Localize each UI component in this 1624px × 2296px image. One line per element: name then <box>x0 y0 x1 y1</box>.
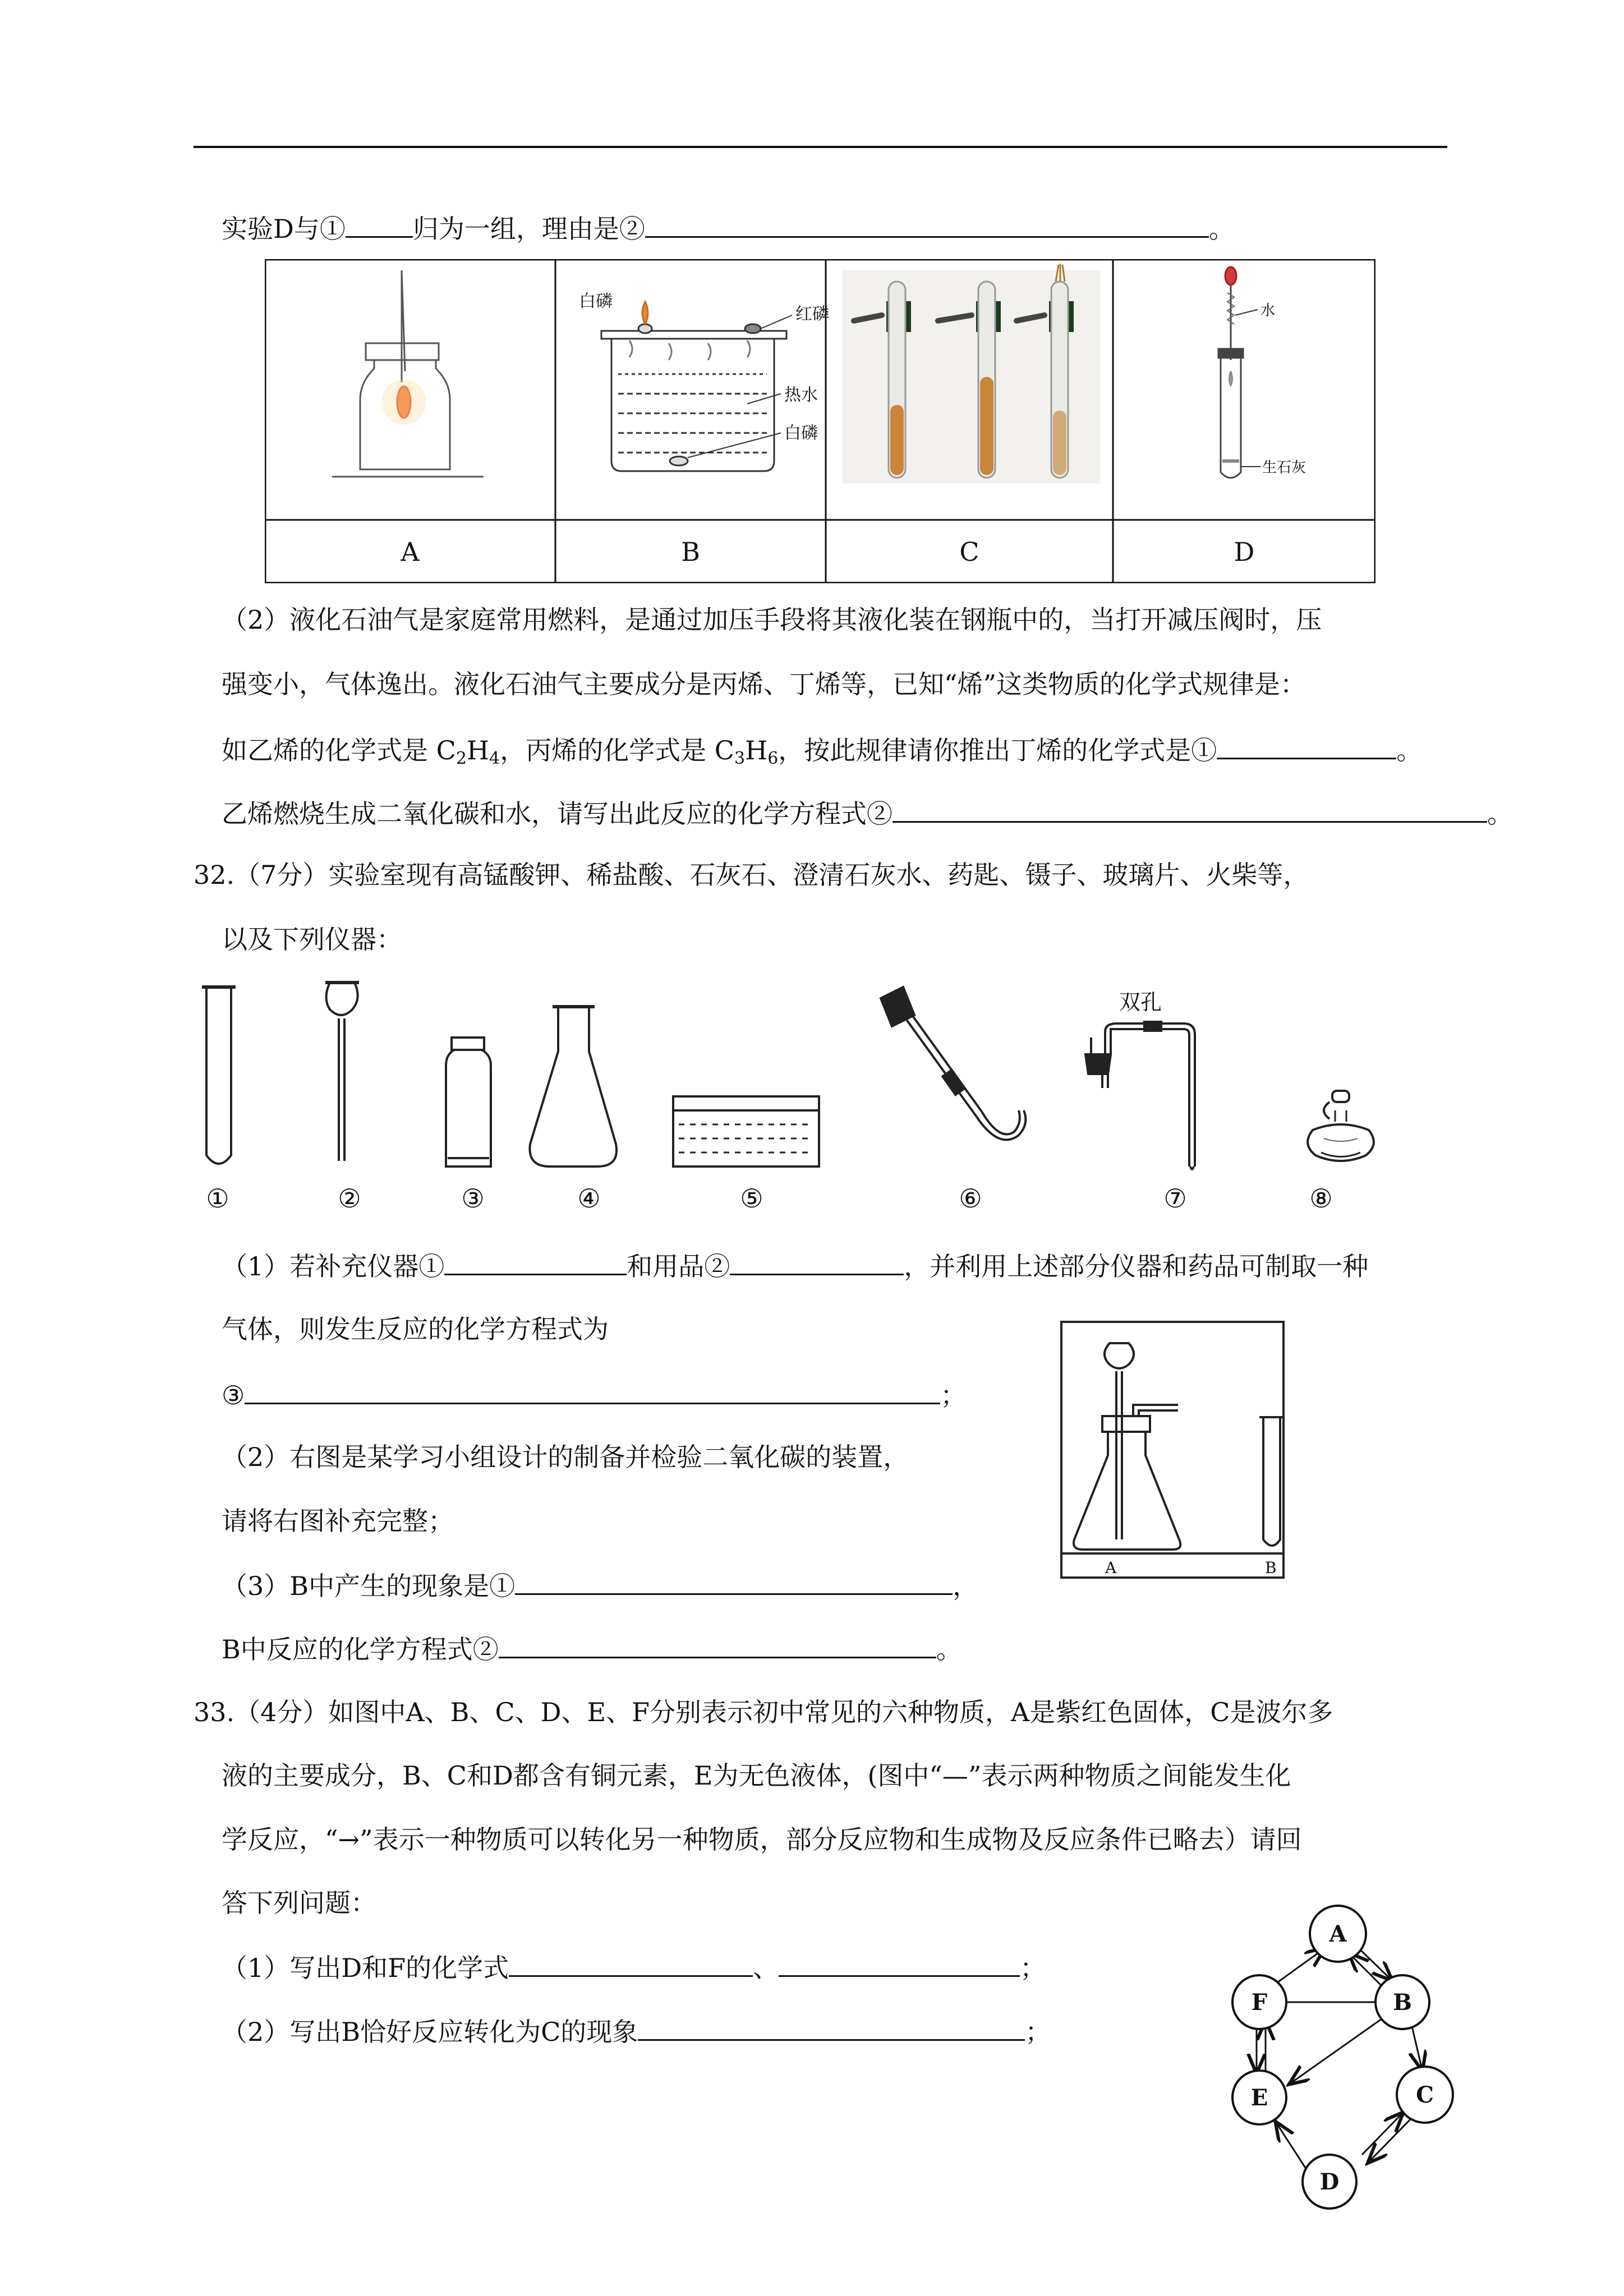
line-text: 、 <box>753 1953 779 1983</box>
apparatus-water-trough <box>673 1096 819 1167</box>
formula-text: ，按此规律请你推出丁烯的化学式是① <box>778 735 1217 766</box>
q33-stem-line2: 液的主要成分，B、C和D都含有铜元素，E为无色液体，(图中“—”表示两种物质之间能发生化 <box>222 1760 1291 1791</box>
line-text: ； <box>1025 2017 1051 2047</box>
q33-stem-line4: 答下列问题： <box>222 1888 376 1918</box>
answer-blank[interactable] <box>892 795 1487 823</box>
answer-blank[interactable] <box>730 1248 904 1275</box>
line-text: ③ <box>222 1380 245 1410</box>
q32-part1-line1 <box>222 1248 1368 1283</box>
apparatus-number-6: ⑥ <box>959 1183 982 1214</box>
answer-blank[interactable] <box>346 210 413 238</box>
apparatus-number-4: ④ <box>577 1183 601 1214</box>
q32-part2-line1: （2）右图是某学习小组设计的制备并检验二氧化碳的装置， <box>222 1442 909 1472</box>
fig-label-b: B <box>1265 1559 1277 1577</box>
experiment-a-figure <box>332 270 484 477</box>
node-label-f: F <box>1251 1989 1268 2016</box>
q31-line1-mid: 归为一组，理由是② <box>412 214 645 244</box>
line-text: （3）B中产生的现象是① <box>222 1571 516 1601</box>
apparatus-delivery-tube <box>881 987 1025 1140</box>
subscript: 6 <box>767 749 779 768</box>
header-rule <box>194 146 1447 148</box>
label-water: 水 <box>1260 302 1276 319</box>
subscript: 3 <box>734 749 746 768</box>
q32-stem-line1: 32.（7分）实验室现有高锰酸钾、稀盐酸、石灰石、澄清石灰水、药匙、镊子、玻璃片、火柴等， <box>194 860 1309 890</box>
answer-blank[interactable] <box>638 2013 1025 2041</box>
experiment-d-figure <box>1218 267 1260 478</box>
subscript: 4 <box>489 749 500 768</box>
apparatus-number-5: ⑤ <box>740 1183 763 1214</box>
apparatus-number-1: ① <box>206 1183 229 1214</box>
formula-text: H <box>745 735 768 766</box>
answer-blank[interactable] <box>499 1631 936 1658</box>
q32-part3-line1 <box>222 1567 978 1603</box>
line-text: 。 <box>936 1634 962 1665</box>
q32-part1-line3 <box>222 1377 966 1412</box>
node-label-b: B <box>1393 1989 1412 2016</box>
co2-apparatus-figure <box>1060 1321 1285 1579</box>
label-white-phosphorus-bottom: 白磷 <box>784 423 818 443</box>
apparatus-number-7: ⑦ <box>1163 1183 1187 1214</box>
q31-part2-line2: 强变小，气体逸出。液化石油气主要成分是丙烯、丁烯等，已知“烯”这类物质的化学式规律是： <box>222 669 1306 699</box>
two-hole-label: 双孔 <box>1119 990 1162 1015</box>
experiment-table <box>265 259 1375 583</box>
col-label-b: B <box>681 537 700 567</box>
apparatus-number-2: ② <box>338 1183 361 1214</box>
q33-part1 <box>222 1949 1046 1985</box>
label-hot-water: 热水 <box>784 385 818 405</box>
q33-part2 <box>222 2013 1051 2049</box>
q31-part2-line1: （2）液化石油气是家庭常用燃料，是通过加压手段将其液化装在钢瓶中的，当打开减压阀时，压 <box>222 605 1322 635</box>
formula-text: ，丙烯的化学式是 C <box>500 735 734 766</box>
q31-part2-line3 <box>222 732 1422 776</box>
experiment-table-grid <box>265 259 1375 583</box>
answer-blank[interactable] <box>515 1567 953 1595</box>
apparatus-conical-flask <box>530 1007 617 1167</box>
line-text: （1）写出D和F的化学式 <box>222 1953 509 1983</box>
col-label-d: D <box>1234 537 1255 567</box>
line-text: ，并利用上述部分仪器和药品可制取一种 <box>904 1251 1369 1281</box>
formula-text: 。 <box>1396 735 1423 766</box>
q33-stem-line1: 33.（4分）如图中A、B、C、D、E、F分别表示初中常见的六种物质，A是紫红色固体，C是波尔多 <box>194 1697 1333 1727</box>
line-text: （2）写出B恰好反应转化为C的现象 <box>222 2017 638 2047</box>
q32-part1-line2: 气体，则发生反应的化学方程式为 <box>222 1314 609 1344</box>
line-text: ， <box>953 1571 979 1601</box>
line-text: （1）若补充仪器① <box>222 1251 445 1281</box>
q31-line1-pre: 实验D与① <box>222 214 346 244</box>
node-label-c: C <box>1416 2082 1434 2108</box>
formula-text: 如乙烯的化学式是 C <box>222 735 456 766</box>
apparatus-number-3: ③ <box>461 1183 485 1214</box>
answer-blank[interactable] <box>779 1949 1020 1977</box>
apparatus-number-8: ⑧ <box>1309 1183 1333 1214</box>
answer-blank[interactable] <box>1217 732 1396 759</box>
col-label-c: C <box>959 537 979 567</box>
substance-relationship-diagram <box>1217 1896 1475 2210</box>
q32-part2-line2: 请将右图补充完整； <box>222 1506 454 1536</box>
apparatus-alcohol-lamp <box>1308 1091 1374 1161</box>
q32-part3-line2 <box>222 1631 962 1666</box>
answer-blank[interactable] <box>444 1248 627 1275</box>
apparatus-test-tube <box>202 987 236 1164</box>
answer-blank[interactable] <box>509 1949 753 1977</box>
answer-blank[interactable] <box>645 210 1209 238</box>
q31-line1 <box>222 210 1235 246</box>
label-white-phosphorus-top: 白磷 <box>579 292 613 311</box>
subscript: 2 <box>456 749 467 768</box>
node-label-a: A <box>1329 1921 1347 1947</box>
q31-line1-post: 。 <box>1208 214 1235 244</box>
line-text: 和用品② <box>627 1251 730 1281</box>
q32-stem-line2: 以及下列仪器： <box>222 924 402 955</box>
node-label-d: D <box>1319 2169 1340 2195</box>
col-label-a: A <box>401 537 420 567</box>
q31-part2-line4 <box>222 795 1513 831</box>
apparatus-two-hole-stopper <box>1085 1022 1195 1169</box>
apparatus-long-neck-funnel <box>325 983 359 1161</box>
label-red-phosphorus: 红磷 <box>795 305 829 324</box>
line-text: 乙烯燃烧生成二氧化碳和水，请写出此反应的化学方程式② <box>222 799 892 829</box>
node-label-e: E <box>1250 2085 1268 2111</box>
line-text: ； <box>940 1380 967 1410</box>
experiment-c-figure <box>843 264 1101 483</box>
line-text: ； <box>1020 1953 1046 1983</box>
apparatus-gas-bottle <box>446 1038 491 1167</box>
line-text: 。 <box>1487 799 1513 829</box>
experiment-b-figure <box>601 302 792 471</box>
formula-text: H <box>466 735 490 766</box>
answer-blank[interactable] <box>245 1377 940 1404</box>
q33-stem-line3: 学反应，“→”表示一种物质可以转化另一种物质，部分反应物和生成物及反应条件已略去）请回 <box>222 1824 1302 1855</box>
line-text: B中反应的化学方程式② <box>222 1634 499 1665</box>
label-quicklime: 生石灰 <box>1262 459 1306 476</box>
fig-label-a: A <box>1105 1559 1117 1577</box>
apparatus-row <box>191 976 1391 1200</box>
